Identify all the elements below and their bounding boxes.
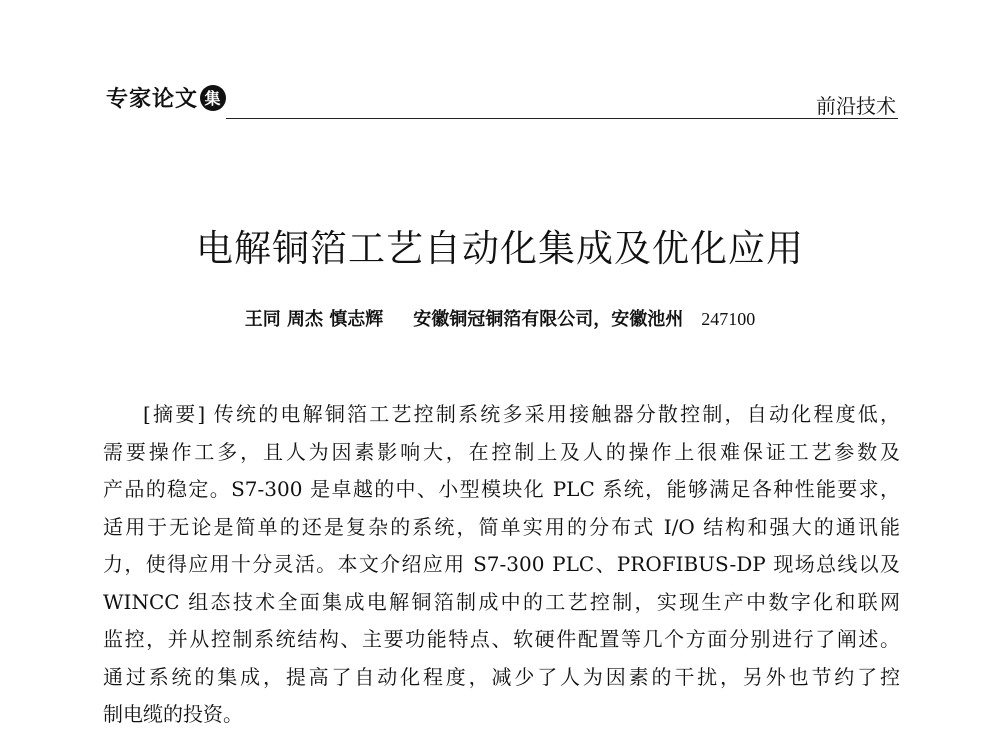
abstract-line: 适用于无论是简单的还是复杂的系统，简单实用的分布式 I/O 结构和强大的通讯能 — [103, 514, 900, 539]
article-title: 电解铜箔工艺自动化集成及优化应用 — [196, 227, 804, 270]
section-label: 前沿技术 — [816, 94, 896, 118]
abstract-line: 通过系统的集成，提高了自动化程度，减少了人为因素的干扰，另外也节约了控 — [103, 664, 900, 689]
abstract-line: WINCC 组态技术全面集成电解铜箔制成中的工艺控制，实现生产中数字化和联网 — [103, 589, 900, 614]
author-names: 王同 周杰 慎志辉 — [244, 309, 384, 330]
journal-circled-char: 集 — [200, 85, 226, 111]
abstract-line: 产品的稳定。S7-300 是卓越的中、小型模块化 PLC 系统，能够满足各种性能要求， — [103, 477, 900, 501]
abstract — [103, 396, 900, 726]
header-divider — [226, 118, 898, 119]
author-postcode: 247100 — [701, 309, 756, 329]
author-line — [0, 305, 1000, 331]
journal-name: 专家论文 — [106, 86, 199, 112]
abstract-line: 需要操作工多，且人为因素影响大，在控制上及人的操作上很难保证工艺参数及 — [103, 439, 900, 464]
abstract-line: 监控，并从控制系统结构、主要功能特点、软硬件配置等几个方面分别进行了阐述。 — [103, 627, 900, 651]
journal-logo — [106, 82, 226, 113]
author-affiliation: 安徽铜冠铜箔有限公司，安徽池州 — [413, 309, 684, 330]
abstract-line: 制电缆的投资。 — [103, 702, 243, 726]
abstract-line: 力，使得应用十分灵活。本文介绍应用 S7-300 PLC、PROFIBUS-DP 现场总线以及 — [103, 552, 900, 576]
abstract-line: [摘要] 传统的电解铜箔工艺控制系统多采用接触器分散控制，自动化程度低， — [143, 402, 900, 426]
